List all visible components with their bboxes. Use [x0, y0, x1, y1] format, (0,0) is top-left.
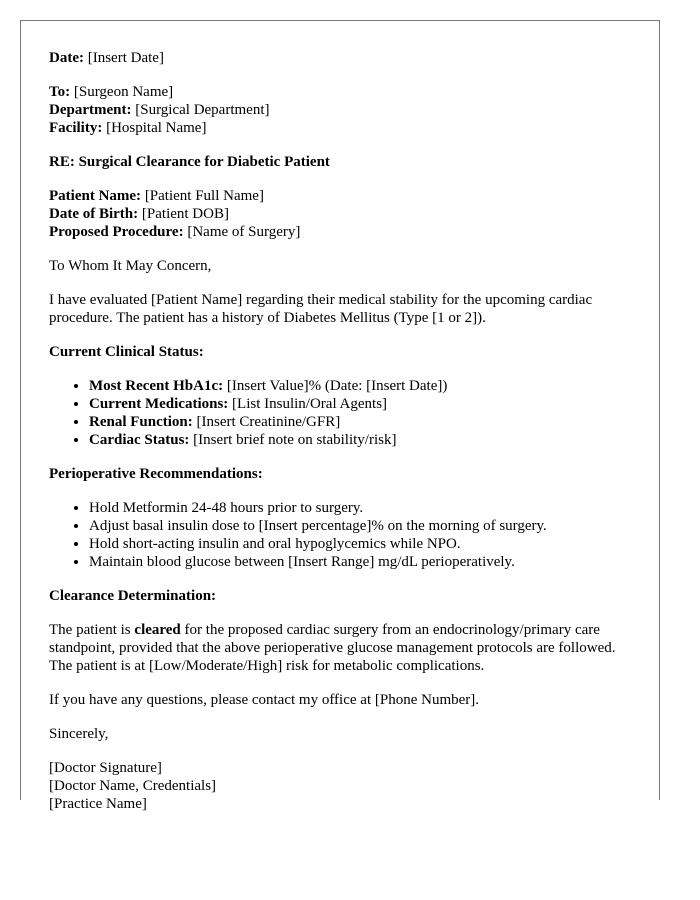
letter-content — [49, 49, 635, 829]
to-line — [49, 83, 635, 101]
patient-dob-line — [49, 205, 635, 223]
header-block — [49, 49, 635, 67]
to-value: [Surgeon Name] — [73, 84, 174, 100]
status-label: Renal Function: — [89, 414, 193, 430]
list-item — [89, 377, 635, 395]
doctor-signature: [Doctor Signature] — [49, 760, 162, 776]
to-label: To: — [49, 84, 71, 100]
contact-paragraph: If you have any questions, please contact my office at [Phone Number]. — [49, 692, 480, 708]
clearance-text-after: for the proposed cardiac surgery from an endocrinology/primary care standpoint, provided that the above perioperative glucose management protocols are followed. The patient is at [Low/Moderate/High] risk for metabolic complications. — [49, 622, 616, 674]
facility-value: [Hospital Name] — [106, 120, 207, 136]
clinical-status-list — [49, 377, 635, 449]
date-line — [49, 49, 635, 67]
letter-page — [20, 20, 660, 812]
department-label: Department: — [49, 102, 132, 118]
patient-dob-label: Date of Birth: — [49, 206, 139, 222]
list-item — [89, 431, 635, 449]
clearance-paragraph — [49, 621, 635, 675]
status-label: Current Medications: — [89, 396, 229, 412]
status-label: Cardiac Status: — [89, 432, 190, 448]
patient-dob-value: [Patient DOB] — [141, 206, 229, 222]
intro-paragraph: I have evaluated [Patient Name] regarding their medical stability for the upcoming cardiac procedure. The patient has a history of Diabetes Mellitus (Type [1 or 2]). — [49, 292, 593, 326]
clearance-heading: Clearance Determination: — [49, 588, 217, 604]
list-item: • Hold Metformin 24-48 hours prior to surgery. — [89, 499, 635, 517]
closing: Sincerely, — [49, 726, 109, 742]
doctor-name: [Doctor Name, Credentials] — [49, 778, 217, 794]
date-value: [Insert Date] — [87, 50, 164, 66]
list-item — [89, 413, 635, 431]
list-item: • Adjust basal insulin dose to [Insert percentage]% on the morning of surgery. — [89, 517, 635, 535]
clearance-status: cleared — [134, 622, 181, 638]
date-label: Date: — [49, 50, 84, 66]
clinical-status-heading: Current Clinical Status: — [49, 344, 204, 360]
patient-name-label: Patient Name: — [49, 188, 142, 204]
practice-name: [Practice Name] — [49, 796, 147, 812]
status-value: [List Insulin/Oral Agents] — [232, 396, 388, 412]
status-label: Most Recent HbA1c: — [89, 378, 224, 394]
procedure-value: [Name of Surgery] — [187, 224, 301, 240]
list-item: • Maintain blood glucose between [Insert Range] mg/dL perioperatively. — [89, 553, 635, 571]
procedure-line — [49, 223, 635, 241]
recipient-block — [49, 83, 635, 137]
status-value: [Insert Value]% (Date: [Insert Date]) — [226, 378, 448, 394]
facility-line — [49, 119, 635, 137]
clearance-text-before: The patient is — [49, 622, 135, 638]
patient-name-value: [Patient Full Name] — [144, 188, 264, 204]
department-line — [49, 101, 635, 119]
subject-line: RE: Surgical Clearance for Diabetic Patient — [49, 154, 330, 170]
salutation: To Whom It May Concern, — [49, 258, 212, 274]
recommendations-list — [49, 499, 635, 571]
procedure-label: Proposed Procedure: — [49, 224, 184, 240]
list-item: • Hold short-acting insulin and oral hypoglycemics while NPO. — [89, 535, 635, 553]
signature-block — [49, 759, 635, 813]
department-value: [Surgical Department] — [135, 102, 270, 118]
facility-label: Facility: — [49, 120, 103, 136]
list-item — [89, 395, 635, 413]
recommendations-heading: Perioperative Recommendations: — [49, 466, 263, 482]
status-value: [Insert brief note on stability/risk] — [193, 432, 397, 448]
patient-block — [49, 187, 635, 241]
patient-name-line — [49, 187, 635, 205]
status-value: [Insert Creatinine/GFR] — [196, 414, 341, 430]
